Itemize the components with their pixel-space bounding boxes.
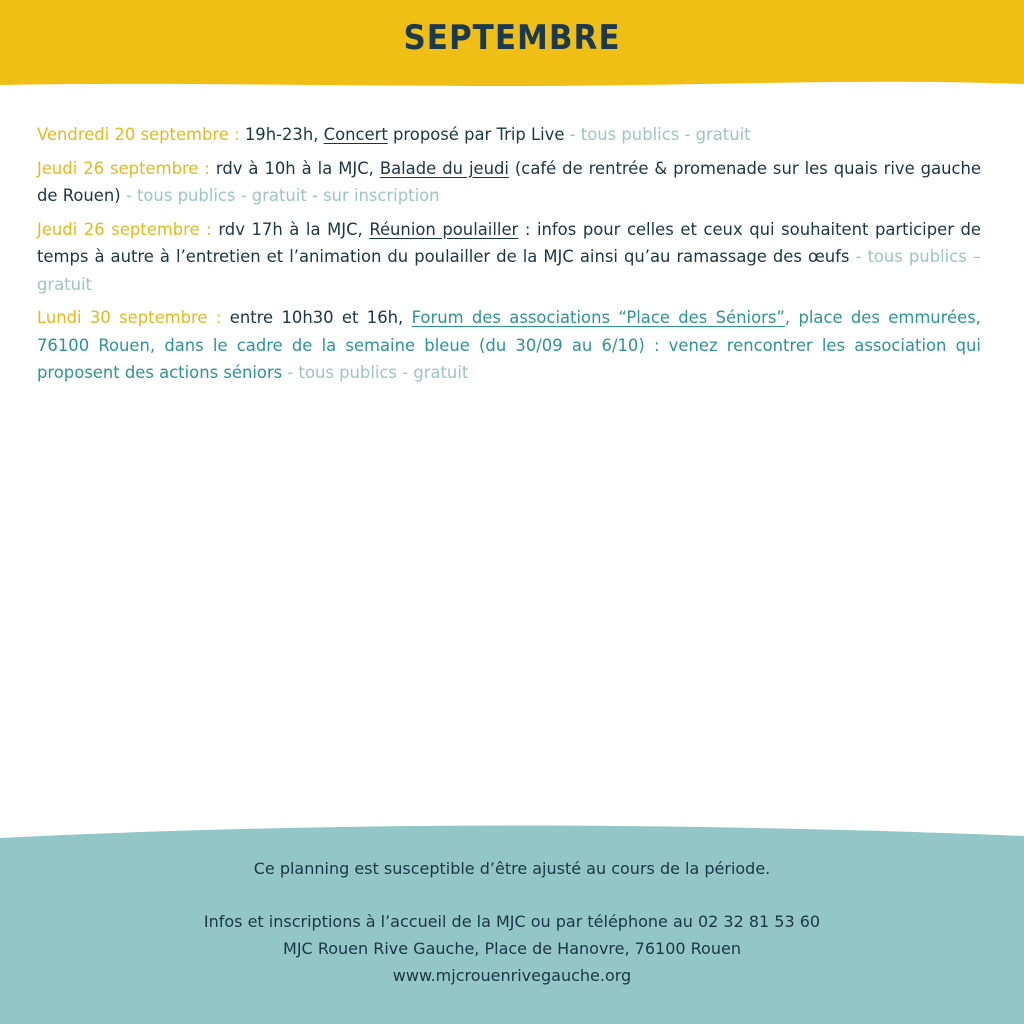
event-date-separator: :	[198, 158, 216, 178]
event-date-separator: :	[228, 125, 245, 144]
event-time: entre 10h30 et 16h,	[229, 308, 412, 327]
events-list	[37, 121, 981, 393]
event-title-link[interactable]: Concert	[323, 125, 388, 144]
event-title-link[interactable]: Réunion poulailler	[369, 219, 519, 239]
footer-notice: Ce planning est susceptible d’être ajusté au cours de la période.	[253, 859, 771, 878]
event-description: , place des emmurées, 76100 Rouen, dans le cadre de la semaine bleue (du 30/09 au 6/10) : venez rencontrer les association qui proposent des actions séniors	[37, 308, 981, 382]
event-date-separator: :	[207, 308, 230, 327]
event-item	[37, 216, 981, 299]
footer-contact-info: Infos et inscriptions à l’accueil de la MJC ou par téléphone au 02 32 81 53 60	[203, 912, 821, 931]
event-date: Jeudi 26 septembre	[37, 158, 199, 178]
event-time: rdv à 10h à la MJC,	[215, 158, 380, 178]
event-date-separator: :	[199, 219, 219, 239]
header-banner	[0, 0, 1024, 100]
footer-address: MJC Rouen Rive Gauche, Place de Hanovre, 76100 Rouen	[283, 939, 741, 958]
event-description: (café de rentrée & promenade sur les quais rive gauche de Rouen)	[37, 158, 981, 205]
event-title-link[interactable]: Balade du jeudi	[379, 158, 509, 178]
event-date: Jeudi 26 septembre	[37, 219, 200, 239]
footer-banner	[0, 820, 1024, 1024]
event-item	[37, 304, 981, 387]
event-item	[37, 155, 981, 210]
event-time: 19h-23h,	[244, 125, 324, 144]
event-meta: - tous publics - gratuit - sur inscription	[120, 186, 440, 205]
event-title-link[interactable]: Forum des associations “Place des Séniors”	[411, 308, 785, 327]
event-meta: - tous publics - gratuit	[282, 363, 469, 382]
event-date: Lundi 30 septembre	[37, 308, 208, 327]
event-time: rdv 17h à la MJC,	[218, 219, 370, 239]
event-meta: - tous publics – gratuit	[37, 247, 981, 294]
page-title: SEPTEMBRE	[403, 18, 621, 58]
event-description: : infos pour celles et ceux qui souhaitent participer de temps à autre à l’entretien et l’animation du poulailler de la MJC ainsi qu’au ramassage des œufs	[37, 219, 981, 266]
footer-website-link[interactable]: www.mjcrouenrivegauche.org	[392, 966, 632, 985]
event-item	[37, 121, 981, 149]
event-meta: - tous publics - gratuit	[564, 125, 751, 144]
event-date: Vendredi 20 septembre	[37, 125, 229, 144]
event-description: proposé par Trip Live	[387, 125, 565, 144]
